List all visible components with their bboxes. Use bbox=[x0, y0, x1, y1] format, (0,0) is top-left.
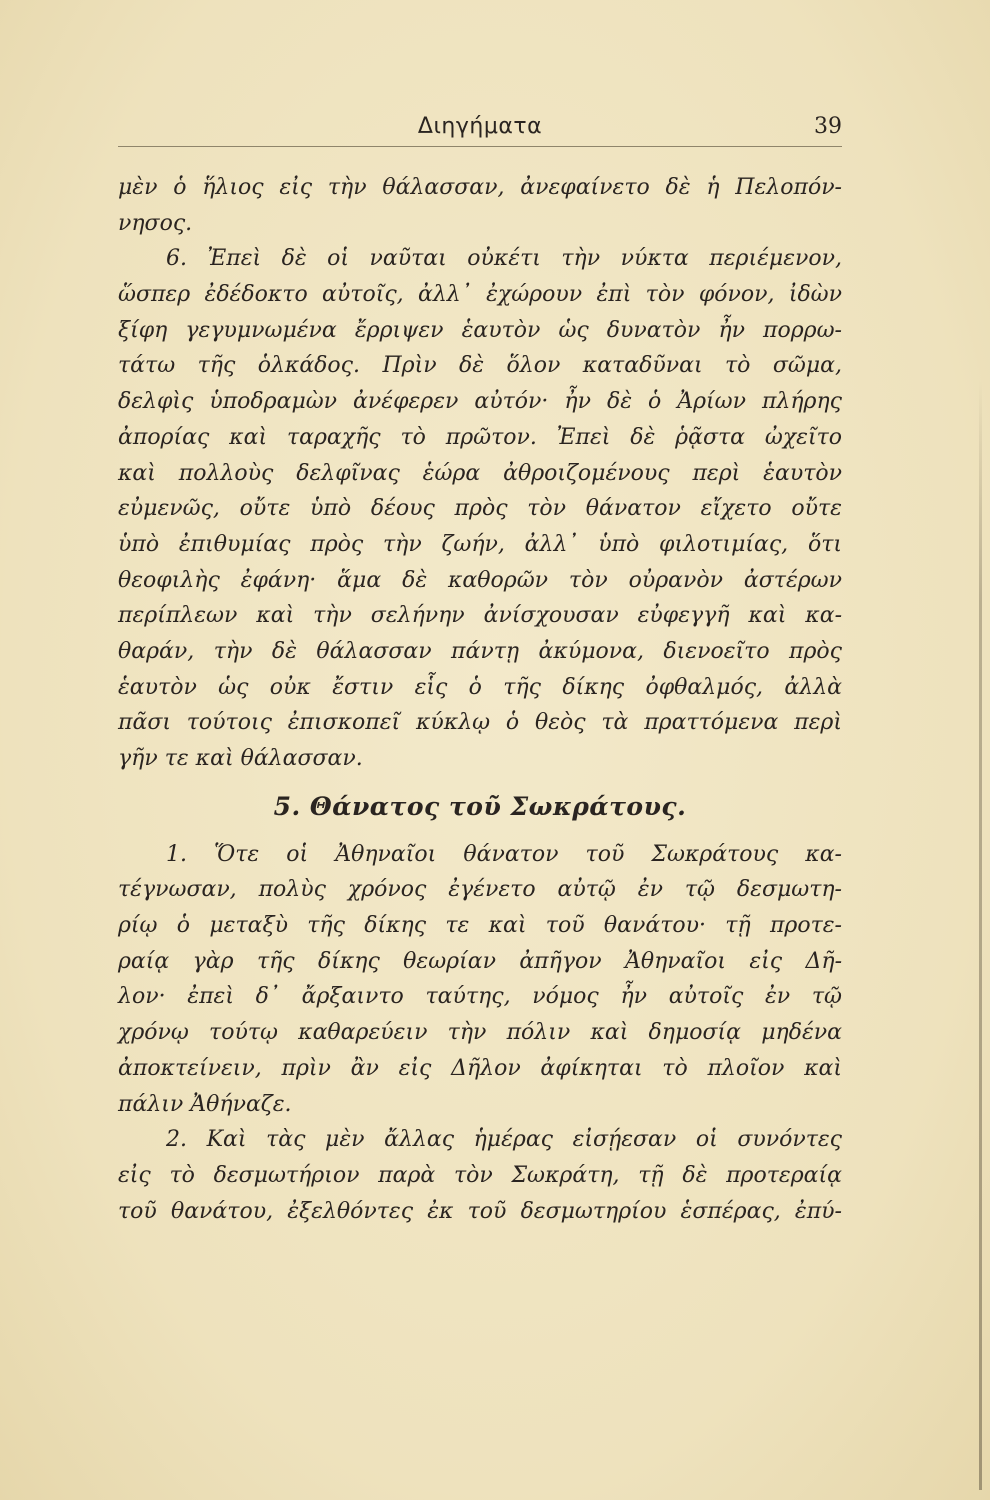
text-line: 6. Ἐπεὶ δὲ οἱ ναῦται οὐκέτι τὴν νύκτα περιέμενον, bbox=[166, 246, 842, 272]
text-line: 1. Ὅτε οἱ Ἀθηναῖοι θάνατον τοῦ Σωκράτους κα- bbox=[166, 841, 842, 867]
text-line: τοῦ θανάτου, ἐξελθόντες ἐκ τοῦ δεσμωτηρίου ἑσπέρας, ἐπύ- bbox=[118, 1198, 842, 1224]
text-line: ξίφη γεγυμνωμένα ἔρριψεν ἑαυτὸν ὡς δυνατὸν ἦν πορρω- bbox=[118, 317, 842, 343]
text-line: ραίᾳ γὰρ τῆς δίκης θεωρίαν ἀπῆγον Ἀθηναῖοι εἰς Δῆ- bbox=[118, 948, 842, 974]
text-line: γῆν τε καὶ θάλασσαν. bbox=[118, 746, 363, 771]
text-line: πᾶσι τούτοις ἐπισκοπεῖ κύκλῳ ὁ θεὸς τὰ πραττόμενα περὶ bbox=[118, 710, 842, 736]
running-title: Διηγήματα bbox=[417, 114, 543, 139]
text-line: δελφὶς ὑποδραμὼν ἀνέφερεν αὐτόν· ἦν δὲ ὁ Ἀρίων πλήρης bbox=[118, 389, 842, 415]
text-line: λον· ἐπεὶ δ᾽ ἄρξαιντο ταύτης, νόμος ἦν αὐτοῖς ἐν τῷ bbox=[118, 984, 842, 1010]
text-line: καὶ πολλοὺς δελφῖνας ἑώρα ἀθροιζομένους περὶ ἑαυτὸν bbox=[118, 460, 842, 486]
text-line: νησος. bbox=[118, 210, 193, 236]
text-line: πάλιν Ἀθήναζε. bbox=[118, 1091, 292, 1117]
section-heading: 5. Θάνατος τοῦ Σωκράτους. bbox=[273, 791, 687, 821]
text-line: θεοφιλὴς ἐφάνη· ἅμα δὲ καθορῶν τὸν οὐρανὸν ἀστέρων bbox=[118, 567, 842, 593]
text-line: μὲν ὁ ἥλιος εἰς τὴν θάλασσαν, ἀνεφαίνετο δὲ ἡ Πελοπόν- bbox=[118, 175, 842, 200]
text-line: ὑπὸ ἐπιθυμίας πρὸς τὴν ζωήν, ἀλλ᾽ ὑπὸ φιλοτιμίας, ὅτι bbox=[118, 531, 842, 557]
text-line: εὐμενῶς, οὔτε ὑπὸ δέους πρὸς τὸν θάνατον εἴχετο οὔτε bbox=[118, 496, 842, 522]
page-edge-shadow bbox=[979, 380, 982, 1490]
text-line: χρόνῳ τούτῳ καθαρεύειν τὴν πόλιν καὶ δημοσίᾳ μηδένα bbox=[118, 1020, 842, 1046]
text-line: ἀπορίας καὶ ταραχῆς τὸ πρῶτον. Ἐπεὶ δὲ ῥᾷστα ὠχεῖτο bbox=[118, 424, 842, 450]
page-number: 39 bbox=[814, 114, 842, 139]
text-line: ἑαυτὸν ὡς οὐκ ἔστιν εἷς ὁ τῆς δίκης ὀφθαλμός, ἀλλὰ bbox=[118, 674, 842, 700]
text-line: θαράν, τὴν δὲ θάλασσαν πάντῃ ἀκύμονα, διενοεῖτο πρὸς bbox=[118, 638, 842, 664]
page-header bbox=[118, 112, 842, 147]
text-line: εἰς τὸ δεσμωτήριον παρὰ τὸν Σωκράτη, τῇ δὲ προτεραίᾳ bbox=[118, 1162, 842, 1188]
text-line: ἀποκτείνειν, πρὶν ἂν εἰς Δῆλον ἀφίκηται τὸ πλοῖον καὶ bbox=[118, 1055, 842, 1081]
text-line: ὥσπερ ἐδέδοκτο αὐτοῖς, ἀλλ᾽ ἐχώρουν ἐπὶ τὸν φόνον, ἰδὼν bbox=[118, 282, 842, 308]
text-line: τέγνωσαν, πολὺς χρόνος ἐγένετο αὐτῷ ἐν τῷ δεσμωτη- bbox=[118, 877, 842, 903]
body-text bbox=[118, 170, 842, 1229]
text-line: τάτω τῆς ὁλκάδος. Πρὶν δὲ ὅλον καταδῦναι τὸ σῶμα, bbox=[118, 353, 842, 379]
text-line: περίπλεων καὶ τὴν σελήνην ἀνίσχουσαν εὐφεγγῆ καὶ κα- bbox=[118, 603, 842, 629]
text-line: ρίῳ ὁ μεταξὺ τῆς δίκης τε καὶ τοῦ θανάτου· τῇ προτε- bbox=[118, 913, 842, 939]
text-line: 2. Καὶ τὰς μὲν ἄλλας ἡμέρας εἰσῄεσαν οἱ συνόντες bbox=[166, 1127, 842, 1153]
